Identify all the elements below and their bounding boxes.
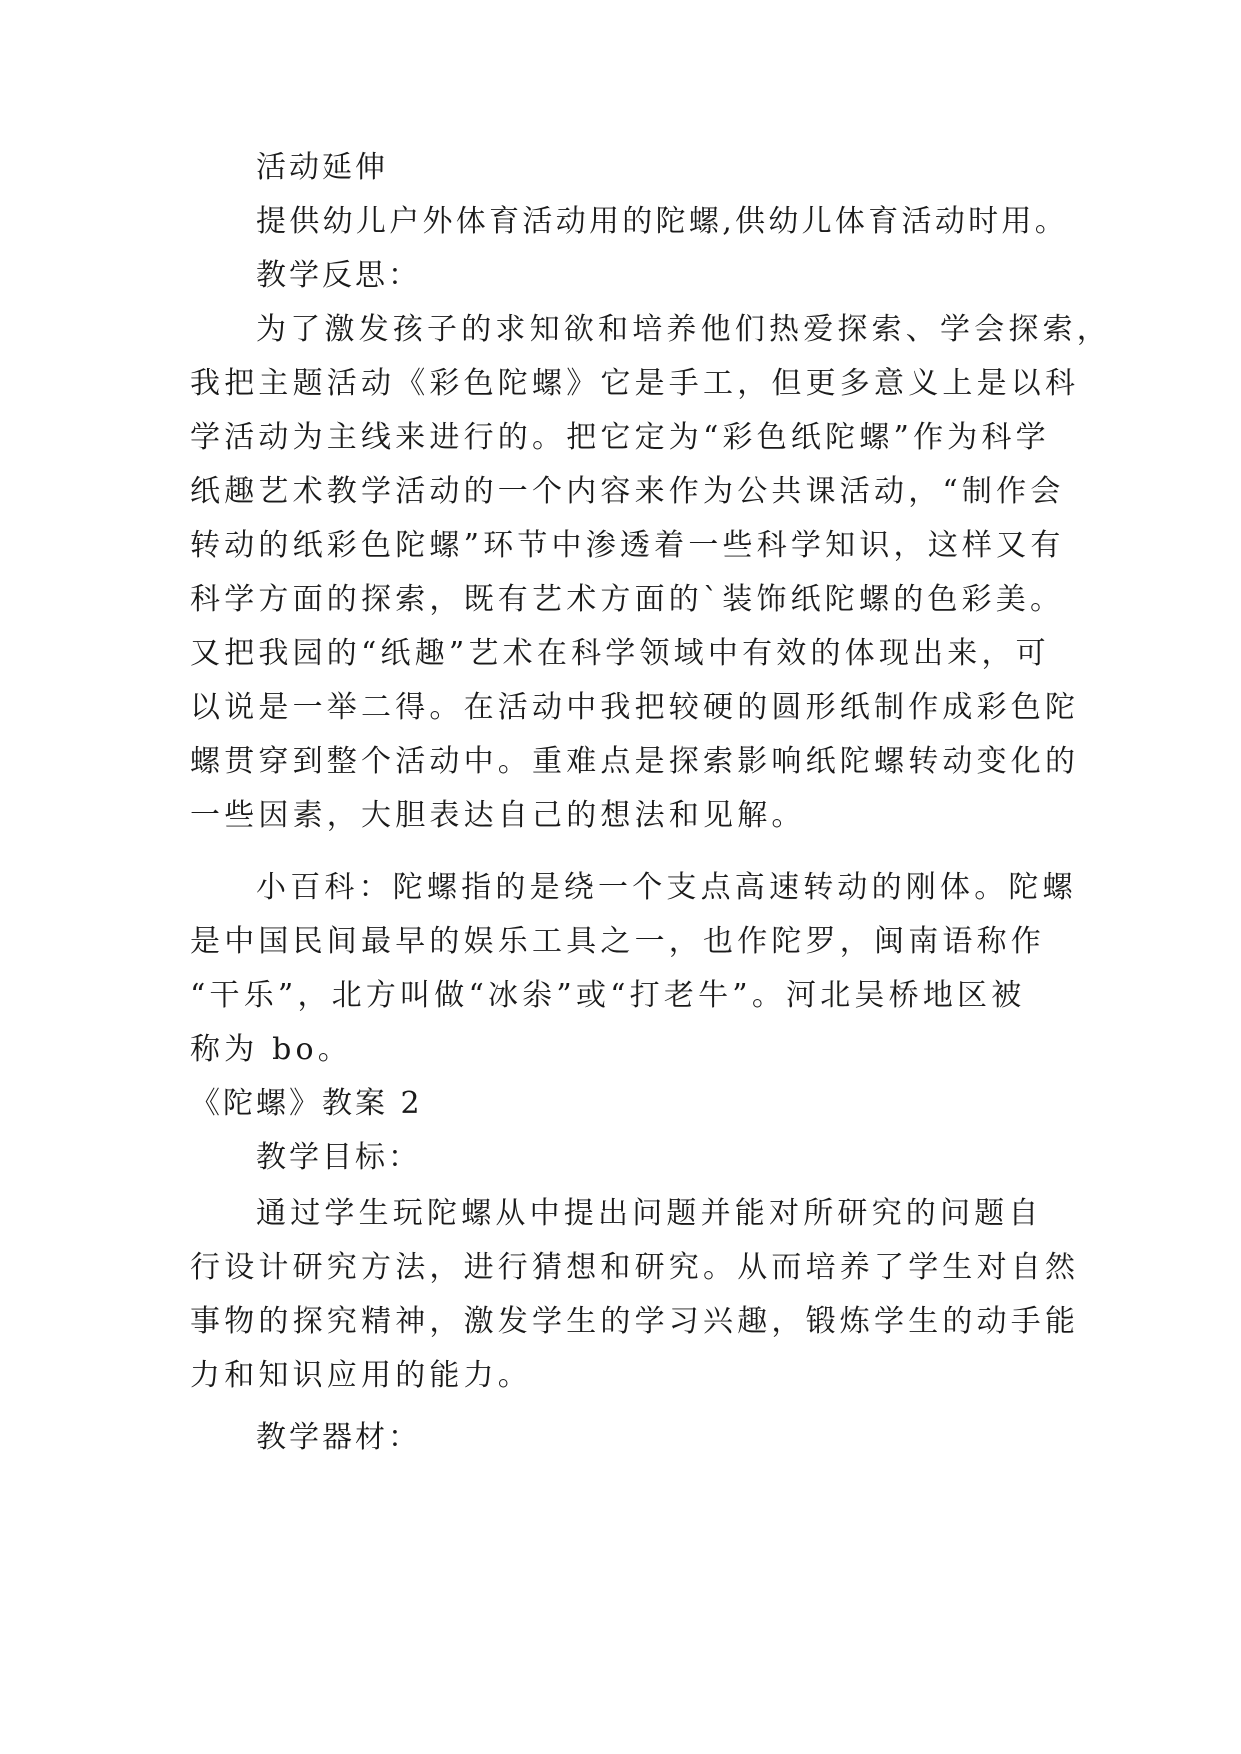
reflection-line: 一些因素，大胆表达自己的想法和见解。 — [190, 798, 806, 833]
goals-line: 通过学生玩陀螺从中提出问题并能对所研究的问题自 — [256, 1196, 1043, 1231]
encyclopedia-line: 是中国民间最早的娱乐工具之一，也作陀罗，闽南语称作 — [190, 924, 1045, 959]
section-heading-materials: 教学器材： — [256, 1420, 421, 1455]
reflection-line: 纸趣艺术教学活动的一个内容来作为公共课活动，“制作会 — [190, 474, 1065, 509]
goals-line: 行设计研究方法，进行猜想和研究。从而培养了学生对自然 — [190, 1250, 1080, 1285]
reflection-line: 我把主题活动《彩色陀螺》它是手工，但更多意义上是以科 — [190, 366, 1080, 401]
lesson-title: 《陀螺》教案 2 — [190, 1086, 423, 1121]
encyclopedia-line: “干乐”，北方叫做“冰尜”或“打老牛”。河北吴桥地区被 — [190, 978, 1026, 1013]
reflection-line: 科学方面的探索，既有艺术方面的`装饰纸陀螺的色彩美。 — [190, 582, 1065, 617]
reflection-line: 以说是一举二得。在活动中我把较硬的圆形纸制作成彩色陀 — [190, 690, 1080, 725]
reflection-line: 转动的纸彩色陀螺”环节中渗透着一些科学知识，这样又有 — [190, 528, 1065, 563]
goals-line: 力和知识应用的能力。 — [190, 1358, 532, 1393]
reflection-line: 螺贯穿到整个活动中。重难点是探索影响纸陀螺转动变化的 — [190, 744, 1080, 779]
reflection-line: 学活动为主线来进行的。把它定为“彩色纸陀螺”作为科学 — [190, 420, 1050, 455]
reflection-line: 为了激发孩子的求知欲和培养他们热爱探索、学会探索， — [256, 312, 1111, 347]
paragraph-extension: 提供幼儿户外体育活动用的陀螺,供幼儿体育活动时用。 — [256, 204, 1069, 239]
section-heading-goals: 教学目标： — [256, 1140, 421, 1175]
encyclopedia-line: 小百科：陀螺指的是绕一个支点高速转动的刚体。陀螺 — [256, 870, 1077, 905]
section-heading-extension: 活动延伸 — [256, 150, 388, 185]
section-heading-reflection: 教学反思： — [256, 258, 421, 293]
reflection-line: 又把我园的“纸趣”艺术在科学领域中有效的体现出来，可 — [190, 636, 1050, 671]
goals-line: 事物的探究精神，激发学生的学习兴趣，锻炼学生的动手能 — [190, 1304, 1080, 1339]
encyclopedia-line: 称为 bo。 — [190, 1032, 353, 1067]
